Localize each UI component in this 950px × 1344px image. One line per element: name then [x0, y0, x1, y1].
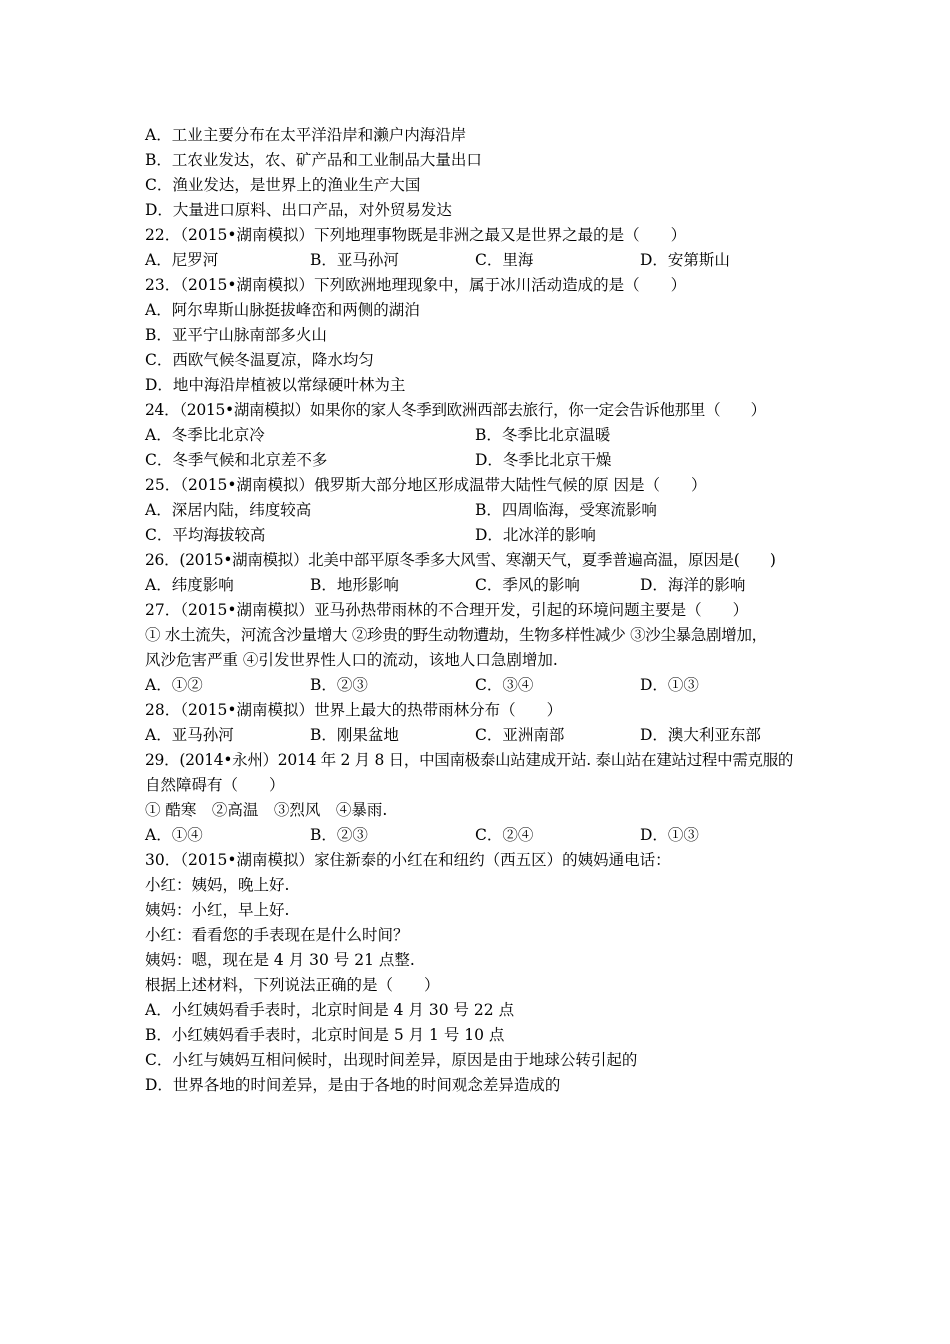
q30-option-a: A．小红姨妈看手表时，北京时间是 4 月 30 号 22 点	[145, 1001, 515, 1019]
q30-dialogue-4: 姨妈：嗯，现在是 4 月 30 号 21 点整.	[145, 951, 415, 969]
q21-option-d: D．大量进口原料、出口产品，对外贸易发达	[145, 201, 452, 219]
q28-option-a: A．亚马孙河	[145, 726, 234, 744]
q25-option-c: C．平均海拔较高	[145, 526, 266, 544]
q26-option-d: D．海洋的影响	[640, 576, 746, 594]
q26-option-c: C．季风的影响	[475, 576, 580, 594]
q23-option-c: C．西欧气候冬温夏凉，降水均匀	[145, 351, 374, 369]
q28-option-b: B．刚果盆地	[310, 726, 399, 744]
q23-option-a: A．阿尔卑斯山脉挺拔峰峦和两侧的湖泊	[145, 301, 420, 319]
q30-dialogue-2: 姨妈：小红，早上好.	[145, 901, 290, 919]
q29-option-d: D．①③	[640, 826, 699, 844]
q27-stem: 27．（2015•湖南模拟）亚马孙热带雨林的不合理开发，引起的环境问题主要是（ ）	[145, 601, 749, 619]
q30-dialogue-1: 小红：姨妈，晚上好.	[145, 876, 290, 894]
q21-option-c: C．渔业发达，是世界上的渔业生产大国	[145, 176, 421, 194]
q27-option-a: A．①②	[145, 676, 203, 694]
q27-statements-line2: 风沙危害严重 ④引发世界性人口的流动，该地人口急剧增加.	[145, 651, 558, 669]
question-page	[145, 123, 825, 1098]
q22-stem: 22．（2015•湖南模拟）下列地理事物既是非洲之最又是世界之最的是（ ）	[145, 226, 687, 244]
q27-option-d: D．①③	[640, 676, 699, 694]
q21-option-b: B．工农业发达，农、矿产品和工业制品大量出口	[145, 151, 482, 169]
q23-option-d: D．地中海沿岸植被以常绿硬叶林为主	[145, 376, 406, 394]
q22-options	[145, 248, 825, 273]
q30-question: 根据上述材料，下列说法正确的是（ ）	[145, 976, 440, 994]
q29-option-c: C．②④	[475, 826, 534, 844]
q27-options	[145, 673, 825, 698]
q23-option-b: B．亚平宁山脉南部多火山	[145, 326, 327, 344]
q25-option-d: D．北冰洋的影响	[475, 526, 596, 544]
q30-stem: 30．（2015•湖南模拟）家住新泰的小红在和纽约（西五区）的姨妈通电话：	[145, 851, 671, 869]
q24-options-row2	[145, 448, 825, 473]
q22-option-d: D．安第斯山	[640, 251, 730, 269]
q22-option-a: A．尼罗河	[145, 251, 219, 269]
q29-stem-line1: 29．(2014•永州）2014 年 2 月 8 日，中国南极泰山站建成开站. 泰山站在建站过程中需克服的	[145, 751, 794, 769]
q29-option-a: A．①④	[145, 826, 203, 844]
q30-option-d: D．世界各地的时间差异，是由于各地的时间观念差异造成的	[145, 1076, 561, 1094]
q25-stem: 25．（2015•湖南模拟）俄罗斯大部分地区形成温带大陆性气候的原 因是（ ）	[145, 476, 707, 494]
q30-dialogue-3: 小红：看看您的手表现在是什么时间？	[145, 926, 409, 944]
q27-option-c: C．③④	[475, 676, 534, 694]
q29-options	[145, 823, 825, 848]
q28-option-d: D．澳大利亚东部	[640, 726, 761, 744]
q24-option-c: C．冬季气候和北京差不多	[145, 451, 328, 469]
q25-options-row2	[145, 523, 825, 548]
q25-option-a: A．深居内陆，纬度较高	[145, 501, 312, 519]
q25-options-row1	[145, 498, 825, 523]
q24-options-row1	[145, 423, 825, 448]
q28-option-c: C．亚洲南部	[475, 726, 565, 744]
q23-stem: 23．（2015•湖南模拟）下列欧洲地理现象中，属于冰川活动造成的是（ ）	[145, 276, 687, 294]
q26-option-a: A．纬度影响	[145, 576, 234, 594]
q26-stem: 26．(2015•湖南模拟）北美中部平原冬季多大风雪、寒潮天气，夏季普遍高温，原因是( )	[145, 551, 776, 569]
q28-stem: 28．（2015•湖南模拟）世界上最大的热带雨林分布（ ）	[145, 701, 563, 719]
q27-option-b: B．②③	[310, 676, 368, 694]
q24-option-a: A．冬季比北京冷	[145, 426, 265, 444]
q29-statements: ① 酷寒 ②高温 ③烈风 ④暴雨.	[145, 801, 388, 819]
q24-option-d: D．冬季比北京干燥	[475, 451, 612, 469]
q24-option-b: B．冬季比北京温暖	[475, 426, 611, 444]
q28-options	[145, 723, 825, 748]
q22-option-c: C．里海	[475, 251, 534, 269]
q25-option-b: B．四周临海，受寒流影响	[475, 501, 657, 519]
q22-option-b: B．亚马孙河	[310, 251, 399, 269]
q29-option-b: B．②③	[310, 826, 368, 844]
q21-option-a: A．工业主要分布在太平洋沿岸和濑户内海沿岸	[145, 126, 467, 144]
q26-options	[145, 573, 825, 598]
q30-option-b: B．小红姨妈看手表时，北京时间是 5 月 1 号 10 点	[145, 1026, 505, 1044]
q30-option-c: C．小红与姨妈互相问候时，出现时间差异，原因是由于地球公转引起的	[145, 1051, 638, 1069]
q29-stem-line2: 自然障碍有（ ）	[145, 776, 285, 794]
q24-stem: 24．（2015•湖南模拟）如果你的家人冬季到欧洲西部去旅行，你一定会告诉他那里（ ）	[145, 401, 766, 419]
q27-statements-line1: ① 水土流失，河流含沙量增大 ②珍贵的野生动物遭劫，生物多样性减少 ③沙尘暴急剧增加，	[145, 626, 767, 644]
q26-option-b: B．地形影响	[310, 576, 399, 594]
